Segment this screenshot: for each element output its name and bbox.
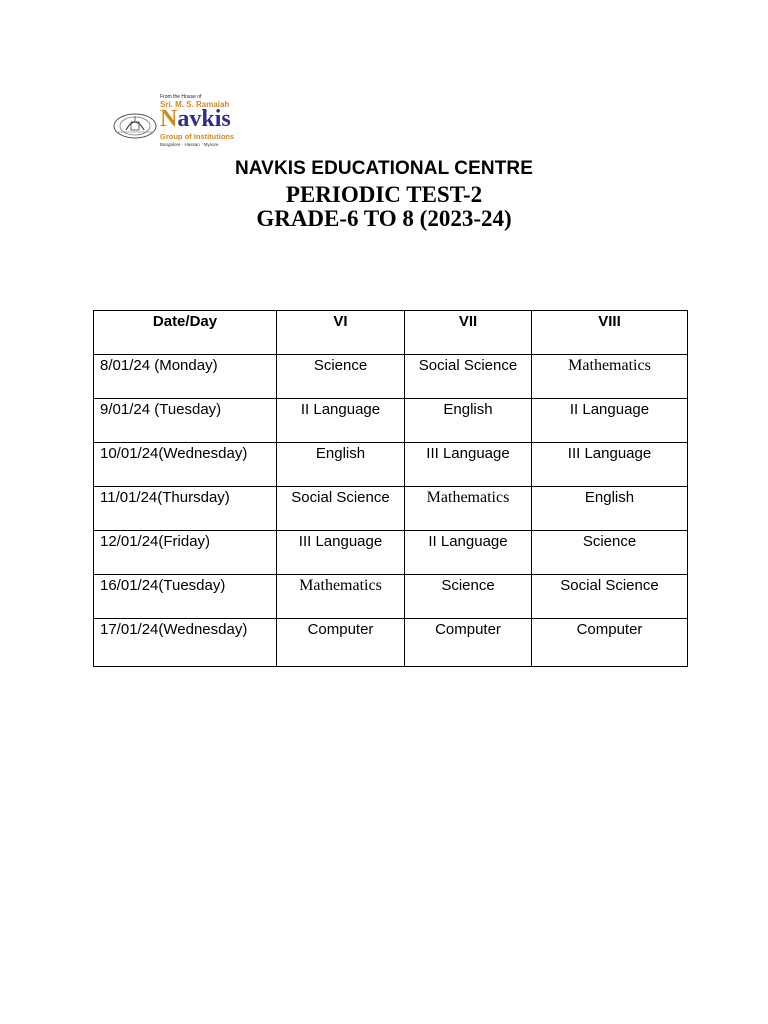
institution-logo [112, 94, 252, 150]
cell-vi: Social Science [277, 487, 405, 531]
table-header-row [94, 311, 688, 355]
logo-brand: Navkis [160, 106, 231, 132]
grade-title: GRADE-6 TO 8 (2023-24) [256, 206, 512, 231]
cell-viii: Computer [532, 619, 688, 667]
cell-vi: III Language [277, 531, 405, 575]
cell-vi: Science [277, 355, 405, 399]
header-vi: VI [277, 311, 405, 355]
logo-cities: Bangalore · Hassan · Mysore [160, 142, 219, 147]
cell-vi: Mathematics [277, 575, 405, 619]
emblem-icon [112, 110, 158, 140]
cell-date: 8/01/24 (Monday) [94, 355, 277, 399]
cell-vii: Computer [405, 619, 532, 667]
institution-name: NAVKIS EDUCATIONAL CENTRE [234, 158, 534, 179]
cell-vii: II Language [405, 531, 532, 575]
cell-vi: English [277, 443, 405, 487]
logo-founder: Sri. M. S. Ramaiah [160, 100, 230, 109]
table-row [94, 487, 688, 531]
cell-vii: English [405, 399, 532, 443]
cell-vi: Computer [277, 619, 405, 667]
test-title: PERIODIC TEST-2 [285, 182, 483, 207]
cell-viii: Science [532, 531, 688, 575]
table-row [94, 443, 688, 487]
table-row [94, 355, 688, 399]
logo-tagline: From the House of [160, 94, 202, 100]
cell-vii: III Language [405, 443, 532, 487]
cell-date: 12/01/24(Friday) [94, 531, 277, 575]
cell-viii: II Language [532, 399, 688, 443]
cell-viii: Mathematics [532, 355, 688, 399]
cell-date: 17/01/24(Wednesday) [94, 619, 277, 667]
cell-date: 16/01/24(Tuesday) [94, 575, 277, 619]
cell-date: 11/01/24(Thursday) [94, 487, 277, 531]
cell-vii: Social Science [405, 355, 532, 399]
header-date-day: Date/Day [94, 311, 277, 355]
cell-viii: III Language [532, 443, 688, 487]
table-row [94, 619, 688, 667]
exam-timetable [93, 310, 688, 667]
cell-vii: Mathematics [405, 487, 532, 531]
cell-vii: Science [405, 575, 532, 619]
header-viii: VIII [532, 311, 688, 355]
cell-vi: II Language [277, 399, 405, 443]
table-row [94, 399, 688, 443]
logo-group: Group of Institutions [160, 132, 235, 141]
cell-date: 9/01/24 (Tuesday) [94, 399, 277, 443]
header-vii: VII [405, 311, 532, 355]
table-row [94, 531, 688, 575]
cell-viii: Social Science [532, 575, 688, 619]
cell-date: 10/01/24(Wednesday) [94, 443, 277, 487]
cell-viii: English [532, 487, 688, 531]
table-row [94, 575, 688, 619]
